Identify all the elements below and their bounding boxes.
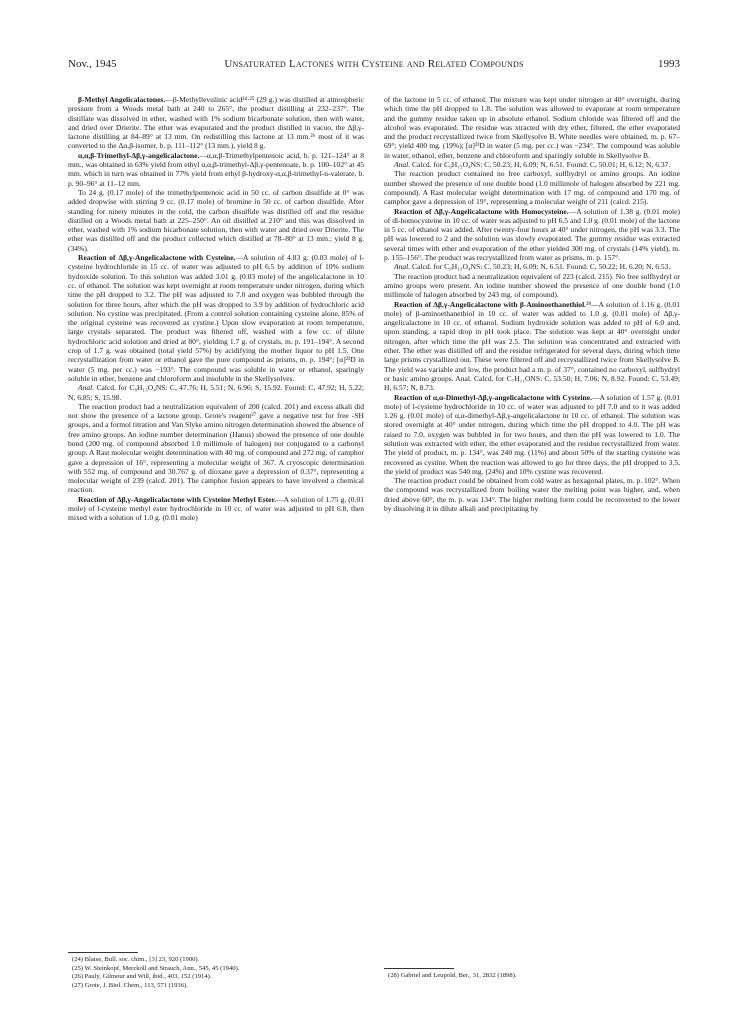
paragraph-text: To 24 g. (0.17 mole) of the trimethylpentenoic acid in 50 cc. of carbon disulfide at 0° was added dropwise with stirring 9 cc. (0.17 mole) of bromine in 50 cc. of carbon disulfide. After standing for ninety minutes in the cold, the carbon disulfide was distilled off and the residue distilled on a Woods metal bath at 225–250°. An oil distilled at 210° and this was dissolved in ether, washed with 1% sodium bicarbonate solution, then with water and dried over Drierite. The ether was distilled off and the product collected which distilled at 78–80° at 13 mm.; yield 8 g. (34%). [68, 187, 364, 253]
paragraph-text: The reaction product contained no free carboxyl, sulfhydryl or amino groups. An iodine number showed the presence of one double bond (1.0 millimole of halogen absorbed by 221 mg. compound). A Rast molecular weight determination with 17 mg. of compound and 170 mg. of camphor gave a depression of 19°, representing a molecular weight of 211 (calcd. 215). [384, 169, 680, 207]
analysis-label: Anal. [78, 383, 95, 393]
paragraph [384, 95, 680, 160]
footnotes-right [384, 968, 680, 981]
paragraph-text: —A solution of 4.83 g. (0.03 mole) of l-cysteine hydrochloride in 15 cc. of water was adjusted to pH 6.5 by addition of 10% sodium hydroxide solution. To this solution was added 3.01 g. (0.03 mole) of the angelicalactone in 10 cc. of ethanol. The solution was kept overnight at room temperature under nitrogen, during which time the pH dropped to 3.2. The pH was adjusted to 7.0 and oxygen was bubbled through the solution for three hours, after which the pH was dropped to 3.9 by addition of hydrochloric acid solution. No cystine was precipitated. (From a control solution containing cysteine alone, 85% of the original cysteine was recovered as cystine.) Upon slow evaporation at room temperature, large crystals separated. The product was filtered off, washed with a few cc. of dilute hydrochloric acid solution and dried at 80°, yielding 1.7 g. of crystals, m. p. 191–194°. A second crop of 1.7 g. was obtained (total yield 57%) by acidifying the mother liquor to pH 1.5. One recrystallization from water or ethanol gave the pure compound as prisms, m. p. 194°; [α]²³D in water (5 mg. per cc.) was −193°. The compound was soluble in water or ethanol, sparingly soluble in ether, benzene and chloroform and insoluble in the Skellysolves. [68, 253, 364, 383]
footnote: (24) Blaise, Bull. soc. chim., [3] 23, 920 (1900). [72, 956, 200, 963]
paragraph-heading: Reaction of Δβ,γ-Angelicalactone with β-Aminoethanethiol. [394, 299, 587, 309]
paragraph-text: —β-Methyllevulinic acid²⁴·²⁵ (29 g.) was distilled at atmospheric pressure from a Woods metal bath at 240 to 265°, the product distilling at 232–237°. The distillate was dissolved in ether, washed with 1% sodium bicarbonate solution, then with water, and dried over Drierite. The ether was evaporated and the product distilled in vacuo, the Δβ,γ-lactone distilling at 84–89° at 13 mm. On redistilling this lactone at 13 mm.²⁶ most of it was converted to the Δα,β-isomer, b. p. 111–112° (13 mm.), yield 8 g. [68, 95, 364, 151]
paragraph-text: —A solution of 1.57 g. (0.01 mole) of l-cysteine hydrochloride in 10 cc. of water was adjusted to pH 7.0 and to it was added 1.26 g. (0.01 mole) of α,α-dimethyl-Δβ,γ-angelicalactone in 10 cc. of ethanol. The solution was stored overnight at 40° under nitrogen, during which time the pH dropped to 4.0. The pH was raised to 7.0, oxygen was bubbled in for two hours, and then the pH was lowered to 1.0. The solution was extracted with ether, the ether evaporated and the residue recrystallized from water. The yield of product, m. p. 134°, was 240 mg. (11%) and about 50% of the starting cysteine was recovered as cystine. When the reaction was allowed to go for three days, the pH dropped to 3.5, the yield of product was 540 mg. (24%) and 10% cystine was recovered. [384, 392, 680, 476]
footnote: (28) Gabriel and Leupold, Ber., 31, 2832 (1898). [388, 972, 517, 979]
paragraph-heading: α,α,β-Trimethyl-Δβ,γ-angelicalactone. [78, 150, 200, 160]
paragraph-heading: β-Methyl Angelicalactones. [78, 95, 166, 104]
right-column [384, 95, 680, 513]
paragraph [384, 207, 680, 263]
footnote-rule [68, 952, 138, 953]
paragraph [384, 476, 680, 513]
left-column [68, 95, 364, 523]
footnote-rule [384, 968, 454, 969]
paragraph-text: The reaction product had a neutralization equivalent of 200 (calcd. 201) and excess alkali did not show the presence of a lactone group. Grote's reagent²⁷ gave a negative test for free -SH groups, and a formol titration and Van Slyke amino nitrogen determination showed the absence of free amino groups. An iodine number determination (Hanus) showed the presence of one double bond (200 mg. of compound absorbed 1.0 millimole of halogen) not conjugated to a carbonyl group. A Rast molecular weight determination with 40 mg. of compound and 272 mg. of camphor gave a depression of 16°, representing a molecular weight of 367. A cryoscopic determination with 552 mg. of compound and 30.767 g. of dioxane gave a depression of 0.37°, representing a molecular weight of 239 (calcd. 201). The camphor fusion appears to have involved a chemical reaction. [68, 401, 364, 495]
paragraph [68, 402, 364, 495]
paragraph [384, 262, 680, 271]
paragraph [384, 169, 680, 206]
header-title: Unsaturated Lactones with Cysteine and Related Compounds [224, 58, 524, 70]
paragraph [384, 160, 680, 169]
paragraph-heading: Reaction of Δβ,γ-Angelicalactone with Homocysteine. [394, 206, 569, 216]
paragraph [68, 151, 364, 188]
paragraph [68, 383, 364, 402]
analysis-label: Anal. [394, 262, 411, 272]
paragraph-text: The reaction product had a neutralization equivalent of 223 (calcd. 215). No free sulfhydryl or amino groups were present. An iodine number showed the presence of one double bond (1.0 millimole of halogen absorbed by 243 mg. of compound). [384, 271, 680, 300]
paragraph-heading: Reaction of α,α-Dimethyl-Δβ,γ-angelicalactone with Cysteine. [394, 392, 592, 402]
footnote: (25) W. Steinkopf, Merckoll and Strauch, Ann., 545, 45 (1940). [72, 964, 240, 972]
footnote: (27) Grote, J. Biol. Chem., 113, 571 (1936). [72, 981, 188, 989]
paragraph [384, 272, 680, 300]
paragraph [68, 95, 364, 151]
paragraph-text: Calcd. for C₉H₁₅O₄NS: C, 50.23; H, 6.09; N, 6.51. Found: C, 50.01; H, 6.12; N, 6.37. [410, 160, 671, 170]
paragraph-text: The reaction product could be obtained from cold water as hexagonal plates, m. p. 102°. When the compound was recrystallized from boiling water the melting point was higher, and, when dried above 60°, the m. p. was 134°. The higher melting form could be reconverted to the lower by dissolving it in dilute alkali and precipitating by [384, 476, 681, 514]
running-header [68, 58, 680, 74]
paragraph-heading: Reaction of Δβ,γ-Angelicalactone with Cysteine Methyl Ester. [78, 494, 277, 504]
footnote: (26) Pauly, Gilmour and Will, ibid., 403, 152 (1914). [72, 973, 212, 981]
paragraph-text: —α,α,β-Trimethylpentenoic acid, b. p. 121–124° at 8 mm., was obtained in 63% yield from ethyl α,α,β-trimethyl-Δβ,γ-pentenoate, b. p. 100–102° at 45 mm. which in turn was obtained in 77% yield from ethyl β-hydroxy-α,α,β-trimethyl-n-valerate, b. p. 90–96° at 11–12 mm. [68, 150, 364, 188]
paragraph [384, 393, 680, 477]
header-date: Nov., 1945 [68, 58, 117, 70]
analysis-label: Anal. [394, 160, 411, 170]
paragraph-text: ²⁸—A solution of 1.16 g. (0.01 mole) of β-aminoethanethiol in 10 cc. of water was added to 1.0 g. (0.01 mole) of Δβ,γ-angelicalactone in 10 cc. of ethanol. Sodium hydroxide solution was added to pH of 6.0 and, upon standing, a rapid drop in pH took place. The solution was kept at 40° overnight under nitrogen, after which time the pH was 2.5. The solution was concentrated and extracted with ether. The ether was distilled off and the residue refrigerated for several days, during which time large prisms crystallized out. These were filtered off and recrystallized twice from Skellysolve B. The yield was variable and low, the product had a m. p. of 37°, contained no carboxyl, sulfhydryl or basic amino groups. Anal. Calcd. for C₇H₁₁ONS: C, 53.50; H, 7.06; N, 8.92. Found: C, 53.49; H, 6.57; N, 8.73. [384, 299, 680, 393]
paragraph [384, 300, 680, 393]
paragraph-text: —A solution of 1.75 g. (0.01 mole) of l-cysteine methyl ester hydrochloride in 10 cc. of water was adjusted to pH 6.8, then mixed with a solution of 1.0 g. (0.01 mole) [68, 494, 364, 523]
paragraph-text: Calcd. for C₉H₁₅O₄NS: C, 50.23; H, 6.09; N, 6.51. Found: C, 50.22; H, 6.20; N, 6.53. [410, 262, 671, 272]
footnotes-left [68, 952, 364, 990]
paragraph [68, 253, 364, 383]
paragraph-text: Calcd. for C₈H₁₃O₄NS: C, 47.76; H, 5.51; N, 6.96; S, 15.92. Found: C, 47.92; H, 5.22; N, 6.85; S, 15.98. [68, 383, 364, 402]
paragraph-text: —A solution of 1.38 g. (0.01 mole) of dl-homocysteine in 10 cc. of water was adjusted to pH 6.5 and 1.0 g. (0.01 mole) of the lactone in 5 cc. of ethanol was added. After twenty-four hours at 40° under nitrogen, the pH was 3.3. The pH was lowered to 2 and the solution was slowly evaporated. The gummy residue was extracted several times with ether and evaporation of the ether yielded 300 mg. of crystals (14% yield), m. p. 155–156°. The product was recrystallized from water as prisms, m. p. 157°. [384, 206, 680, 263]
paragraph [68, 188, 364, 253]
paragraph-heading: Reaction of Δβ,γ-Angelicalactone with Cysteine. [78, 253, 236, 263]
paragraph-text: of the lactone in 5 cc. of ethanol. The mixture was kept under nitrogen at 40° overnight, during which time the pH dropped to 1.8. The solution was allowed to evaporate at room temperature and the gummy residue taken up in absolute ethanol. Sodium chloride was filtered off and the alcohol was evaporated. The residue was xtracted with dry ether, filtered, the ether evaporated and the product recrystallized twice from Skellysolve B. White needles were obtained, m. p. 67–69°; yield 400 mg. (19%); [α]²³D in water (5 mg. per cc.) was −234°. The compound was soluble in water, ethanol, ether, benzene and chloroform and sparingly soluble in Skellysolve B. [384, 95, 680, 160]
page-number: 1993 [658, 58, 680, 70]
paragraph [68, 495, 364, 523]
